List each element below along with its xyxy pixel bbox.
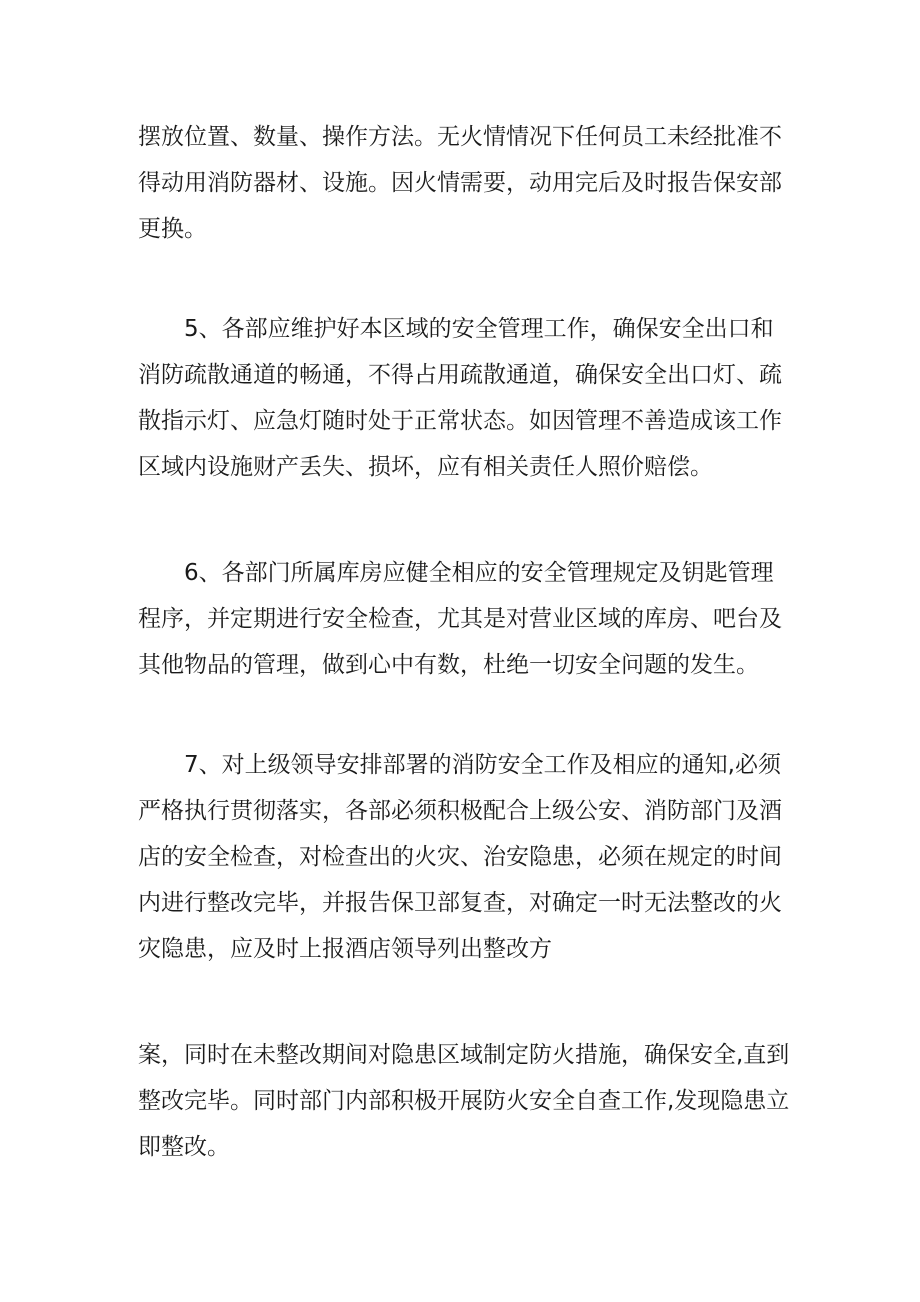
text-line: 消防疏散通道的畅通，不得占用疏散通道，确保安全出口灯、疏 (138, 362, 782, 388)
text-line: 得动用消防器材、设施。因火情需要，动用完后及时报告保安部 (138, 170, 782, 196)
text-line: 更换。 (138, 216, 207, 242)
text-line: 即整改。 (138, 1134, 230, 1160)
text-line: 案，同时在未整改期间对隐患区域制定防火措施，确保安全,直到 (138, 1042, 790, 1068)
text-line: 散指示灯、应急灯随时处于正常状态。如因管理不善造成该工作 (138, 408, 782, 434)
paragraph-item-6 (138, 550, 798, 688)
text-line: 店的安全检查，对检查出的火灾、治安隐患，必须在规定的时间 (138, 844, 782, 870)
text-line: 整改完毕。同时部门内部积极开展防火安全自查工作,发现隐患立 (138, 1088, 790, 1114)
text-line: 程序，并定期进行安全检查，尤其是对营业区域的库房、吧台及 (138, 606, 782, 632)
text-line: 其他物品的管理，做到心中有数，杜绝一切安全问题的发生。 (138, 652, 759, 678)
text-line: 5、各部应维护好本区域的安全管理工作，确保安全出口和 (184, 316, 774, 342)
text-line: 区域内设施财产丢失、损坏，应有相关责任人照价赔偿。 (138, 454, 713, 480)
text-line: 内进行整改完毕，并报告保卫部复查，对确定一时无法整改的火 (138, 890, 782, 916)
text-line: 严格执行贯彻落实，各部必须积极配合上级公安、消防部门及酒 (138, 798, 782, 824)
paragraph-item-5 (138, 306, 798, 490)
paragraph-item-7 (138, 742, 798, 972)
text-line: 灾隐患，应及时上报酒店领导列出整改方 (138, 936, 552, 962)
text-line: 7、对上级领导安排部署的消防安全工作及相应的通知,必须 (184, 752, 781, 778)
text-line: 摆放位置、数量、操作方法。无火情情况下任何员工未经批准不 (138, 124, 782, 150)
paragraph-item-7-continuation (138, 1032, 798, 1170)
paragraph-continuation (138, 114, 798, 252)
text-line: 6、各部门所属库房应健全相应的安全管理规定及钥匙管理 (184, 560, 774, 586)
